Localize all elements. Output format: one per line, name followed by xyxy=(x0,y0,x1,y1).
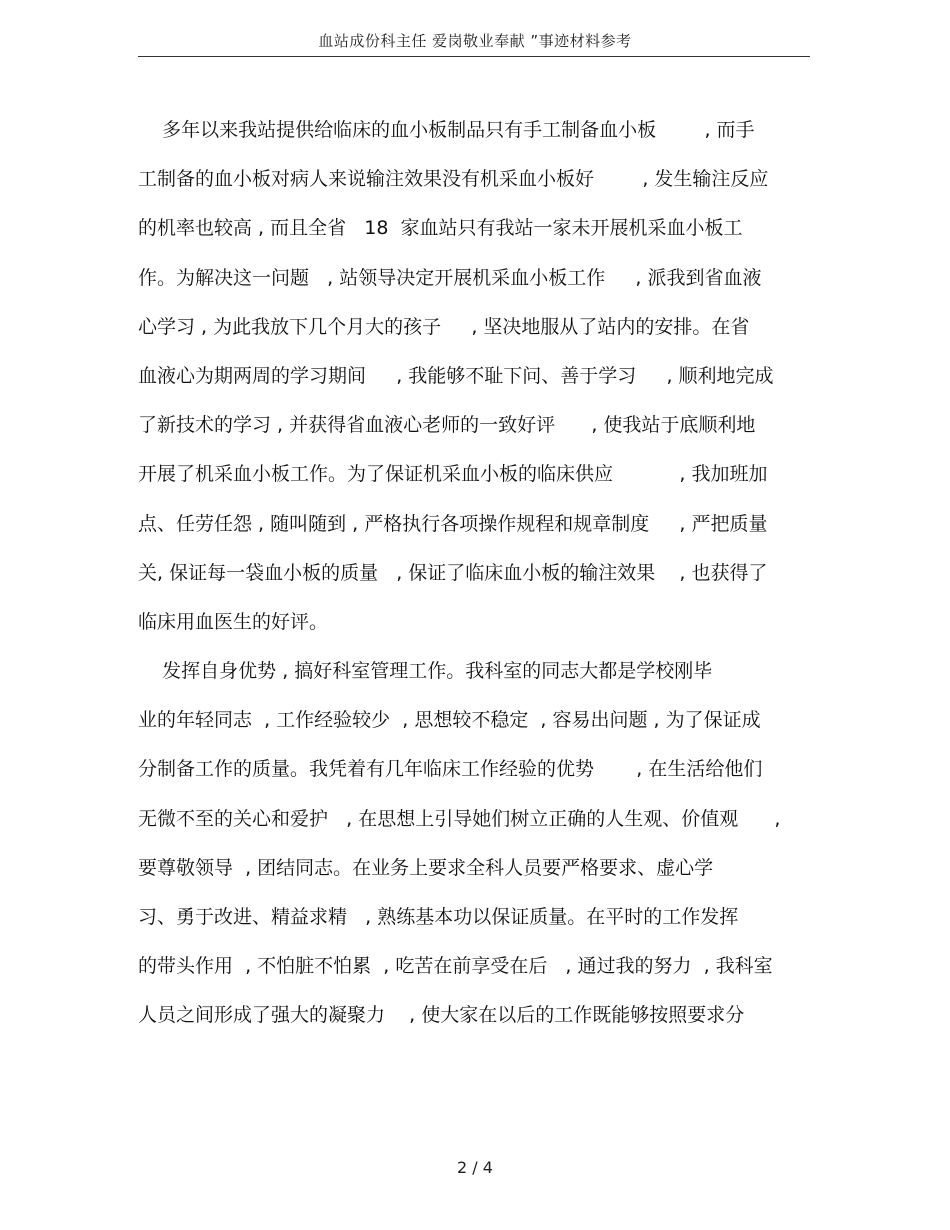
text-line: 心学习 , 为此我放下几个月大的孩子 , 坚决地服从了站内的安排。在省 xyxy=(138,315,750,338)
text-line: 发挥自身优势 , 搞好科室管理工作。我科室的同志大都是学校刚毕 xyxy=(138,660,713,683)
text-line: 人员之间形成了强大的凝聚力 , 使大家在以后的工作既能够按照要求分 xyxy=(138,1004,745,1027)
text-line: 多年以来我站提供给临床的血小板制品只有手工制备血小板 , 而手 xyxy=(138,119,755,141)
text-line: 关, 保证每一袋血小板的质量 , 保证了临床血小板的输注效果 , 也获得了 xyxy=(138,561,768,584)
paragraph xyxy=(138,647,818,1041)
text-line: 工制备的血小板对病人来说输注效果没有机采血小板好 , 发生输注反应 xyxy=(138,168,769,191)
text-line: 的带头作用 , 不怕脏不怕累 , 吃苦在前享受在后 , 通过我的努力 , 我科室 xyxy=(138,955,773,978)
text-line: 作。为解决这一问题 , 站领导决定开展机采血小板工作 , 派我到省血液 xyxy=(138,266,762,289)
text-line: 的机率也较高 , 而且全省 18 家血站只有我站一家未开展机采血小板工 xyxy=(138,217,743,240)
page-number: 2 / 4 xyxy=(457,1158,493,1177)
header-rule xyxy=(138,56,810,57)
text-line: 点、任劳任怨 , 随叫随到 , 严格执行各项操作规程和规章制度 , 严把质量 xyxy=(138,512,768,535)
text-line: 业的年轻同志 , 工作经验较少 , 思想较不稳定 , 容易出问题 , 为了保证成 xyxy=(138,709,761,732)
document-body xyxy=(138,106,818,1041)
text-line: 了新技术的学习 , 并获得省血液心老师的一致好评 , 使我站于底顺利地 xyxy=(138,414,756,437)
text-line: 分制备工作的质量。我凭着有几年临床工作经验的优势 , 在生活给他们 xyxy=(138,758,763,781)
text-line: 无微不至的关心和爱护 , 在思想上引导她们树立正确的人生观、价值观 , xyxy=(138,807,781,830)
text-line: 习、勇于改进、精益求精 , 熟练基本功以保证质量。在平时的工作发挥 xyxy=(138,906,739,928)
text-line: 临床用血医生的好评。 xyxy=(138,610,329,633)
text-line: 开展了机采血小板工作。为了保证机采血小板的临床供应 , 我加班加 xyxy=(138,463,768,486)
text-line: 要尊敬领导 , 团结同志。在业务上要求全科人员要严格要求、虚心学 xyxy=(138,856,714,879)
text-line: 血液心为期两周的学习期间 , 我能够不耻下问、善于学习 , 顺利地完成 xyxy=(138,364,774,387)
paragraph xyxy=(138,106,818,647)
document-header: 血站成份科主任 爱岗敬业奉献 ”事迹材料参考 xyxy=(318,32,632,50)
